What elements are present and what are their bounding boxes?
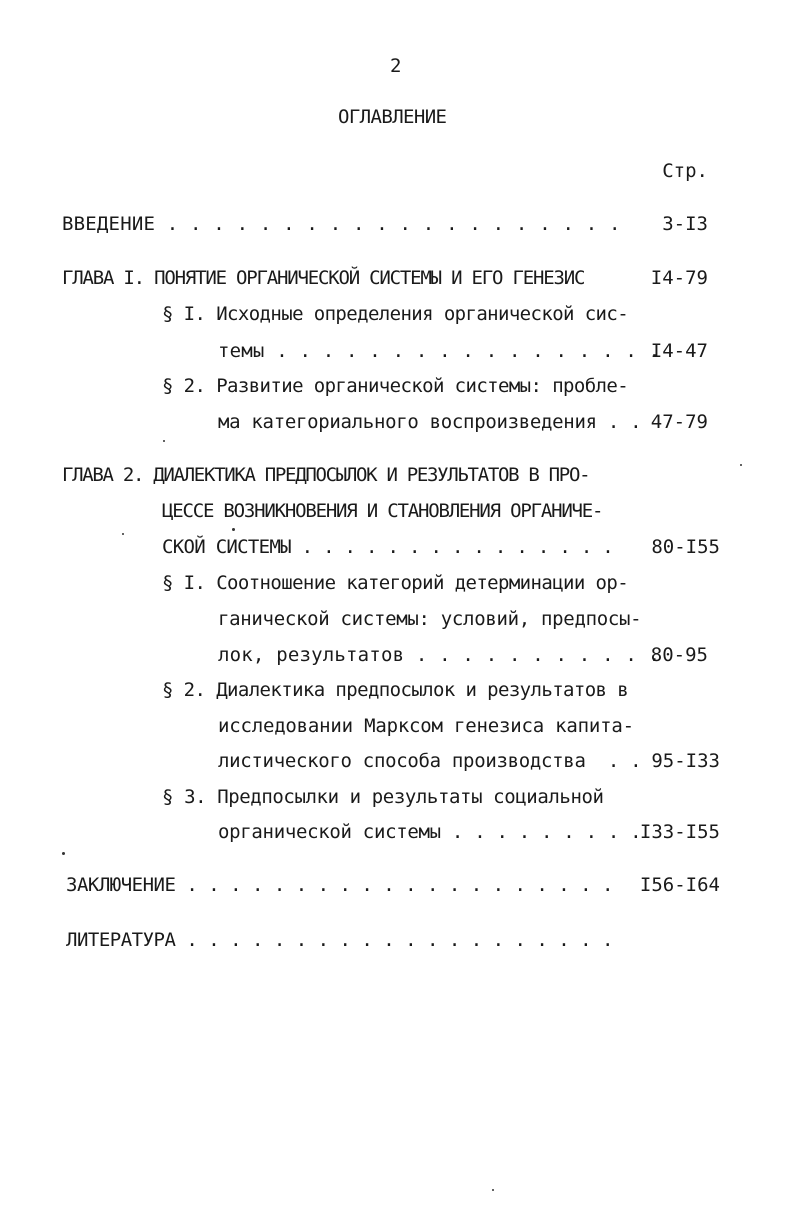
- toc-entry-chapter-1-pages: I4-79: [650, 267, 708, 289]
- toc-entry-ch1-section-2: § 2. Развитие органической системы: пробле-: [162, 375, 629, 397]
- toc-entry-ch1-section-1-cont: темы . . . . . . . . . . . . . . . . .: [218, 340, 661, 362]
- toc-entry-ch1-section-1-pages: I4-47: [650, 340, 708, 362]
- page-column-label: Стр.: [662, 160, 708, 182]
- toc-entry-ch2-section-1-pages: 80-95: [650, 644, 708, 666]
- toc-entry-conclusion-pages: I56-I64: [639, 874, 720, 896]
- toc-entry-ch1-section-2-pages: 47-79: [650, 411, 708, 433]
- toc-entry-chapter-2: ГЛАВА 2. ДИАЛЕКТИКА ПРЕДПОСЫЛОК И РЕЗУЛЬТАТОВ В ПРО-: [62, 464, 590, 486]
- toc-entry-ch2-section-2: § 2. Диалектика предпосылок и результатов в: [162, 679, 629, 701]
- toc-entry-chapter-1: ГЛАВА I. ПОНЯТИЕ ОРГАНИЧЕСКОЙ СИСТЕМЫ И ЕГО ГЕНЕЗИС: [62, 267, 585, 289]
- scan-speck: [62, 852, 65, 855]
- toc-entry-intro: ВВЕДЕНИЕ . . . . . . . . . . . . . . . . . . . .: [62, 213, 621, 235]
- toc-entry-ch2-section-1-cont-2: лок, результатов . . . . . . . . . . .: [218, 644, 661, 666]
- toc-entry-chapter-2-pages: 80-I55: [651, 536, 720, 558]
- toc-entry-chapter-2-cont: ЦЕССЕ ВОЗНИКНОВЕНИЯ И СТАНОВЛЕНИЯ ОРГАНИЧЕ-: [162, 500, 603, 522]
- scan-speck: [232, 528, 235, 531]
- scan-speck: [122, 533, 124, 535]
- scan-speck: [492, 1189, 494, 1191]
- toc-entry-ch1-section-1: § I. Исходные определения органической сис-: [162, 303, 629, 325]
- toc-entry-ch2-section-2-cont-2: листического способа производства . .: [218, 750, 642, 772]
- page-title: ОГЛАВЛЕНИЕ: [338, 106, 447, 128]
- toc-entry-ch2-section-3-pages: I33-I55: [639, 821, 720, 843]
- toc-entry-ch2-section-1-cont: ганической системы: условий, предпосы-: [218, 608, 642, 630]
- toc-entry-ch1-section-2-cont: ма категориального воспроизведения . .: [218, 411, 642, 433]
- toc-entry-chapter-2-cont-2: СКОЙ СИСТЕМЫ . . . . . . . . . . . . . . .: [162, 536, 614, 558]
- scan-speck: [740, 464, 742, 466]
- toc-entry-ch2-section-3-cont: органической системы . . . . . . . . .: [218, 821, 642, 843]
- toc-entry-ch2-section-2-pages: 95-I33: [651, 750, 720, 772]
- toc-entry-conclusion: ЗАКЛЮЧЕНИЕ . . . . . . . . . . . . . . . . . . . .: [66, 874, 613, 896]
- toc-entry-intro-pages: 3-I3: [662, 213, 708, 235]
- scan-speck: [163, 440, 165, 442]
- toc-entry-literature: ЛИТЕРАТУРА . . . . . . . . . . . . . . . . . . . .: [66, 929, 613, 951]
- toc-entry-ch2-section-1: § I. Соотношение категорий детерминации ор-: [162, 572, 629, 594]
- toc-entry-ch2-section-2-cont: исследовании Марксом генезиса капита-: [218, 715, 634, 737]
- toc-entry-ch2-section-3: § 3. Предпосылки и результаты социальной: [162, 786, 604, 808]
- page-number: 2: [390, 55, 402, 77]
